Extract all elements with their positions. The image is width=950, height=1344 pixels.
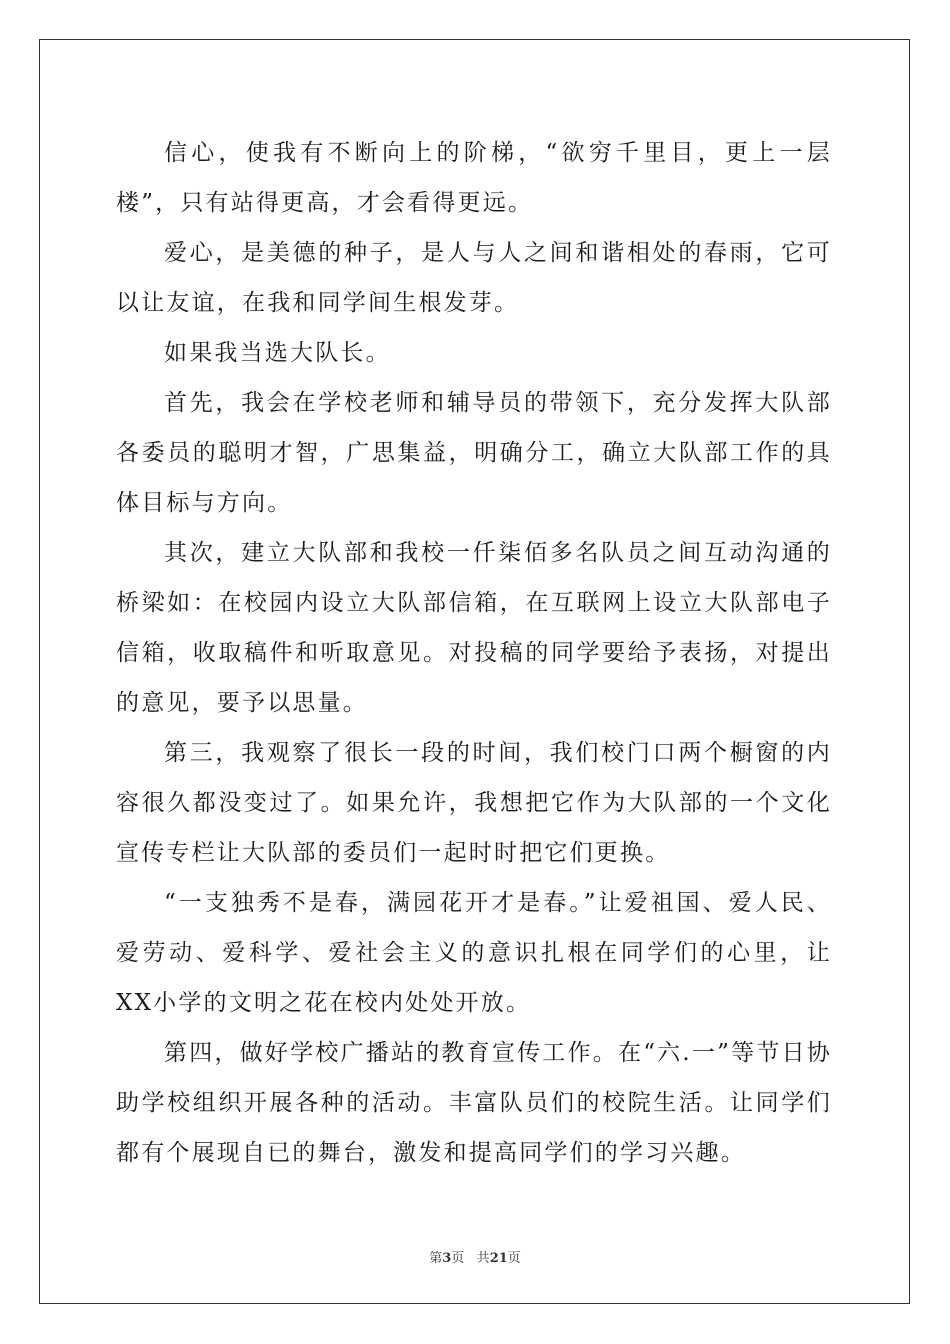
total-prefix: 共 [476,1251,490,1266]
total-suffix: 页 [507,1251,521,1266]
total-pages-number: 21 [489,1251,508,1266]
page-prefix: 第 [429,1251,443,1266]
paragraph: 如果我当选大队长。 [164,340,391,366]
paragraph: 第三，我观察了很长一段的时间，我们校门口两个橱窗的内容很久都没变过了。如果允许，我想把它作为大队部的一个文化宣传专栏让大队部的委员们一起时时把它们更换。 [116,740,832,866]
paragraph: 首先，我会在学校老师和辅导员的带领下，充分发挥大队部各委员的聪明才智，广思集益，明确分工，确立大队部工作的具体目标与方向。 [116,390,832,516]
paragraph: 第四，做好学校广播站的教育宣传工作。在“六.一”等节日协助学校组织开展各种的活动。丰富队员们的校院生活。让同学们都有个展现自已的舞台，激发和提高同学们的学习兴趣。 [116,1040,832,1166]
document-body [116,128,832,1178]
paragraph: 信心，使我有不断向上的阶梯，“欲穷千里目，更上一层楼”，只有站得更高，才会看得更远。 [116,140,832,216]
paragraph: 爱心，是美德的种子，是人与人之间和谐相处的春雨，它可以让友谊，在我和同学间生根发芽。 [116,240,832,316]
current-page-number: 3 [442,1251,452,1266]
page-footer [0,1247,950,1266]
paragraph: “一支独秀不是春，满园花开才是春。”让爱祖国、爱人民、爱劳动、爱科学、爱社会主义的意识扎根在同学们的心里，让XX小学的文明之花在校内处处开放。 [116,890,832,1016]
page-suffix: 页 [451,1251,465,1266]
paragraph: 其次，建立大队部和我校一仟柒佰多名队员之间互动沟通的桥梁如：在校园内设立大队部信箱，在互联网上设立大队部电子信箱，收取稿件和听取意见。对投稿的同学要给予表扬，对提出的意见，要予以思量。 [116,540,832,716]
